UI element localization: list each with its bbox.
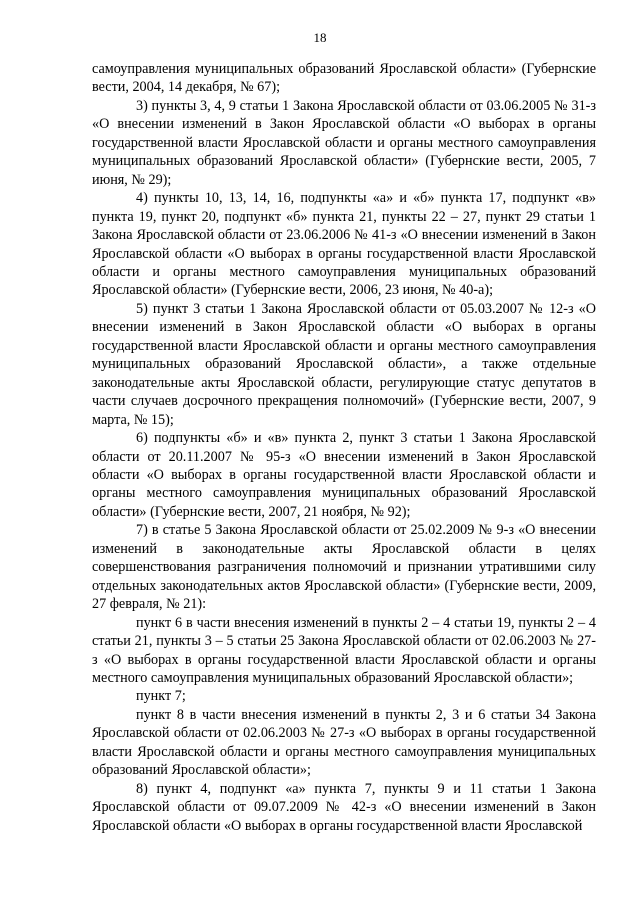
paragraph: 8) пункт 4, подпункт «а» пункта 7, пункты 9 и 11 статьи 1 Закона Ярославской области от 09.07.2009 № 42-з «О внесении изменений в Закон Ярославской области «О выборах в органы государственной власти Ярославской	[92, 780, 596, 834]
paragraph: 4) пункты 10, 13, 14, 16, подпункты «а» и «б» пункта 17, подпункт «в» пункта 19, пункт 20, подпункт «б» пункта 21, пункты 22 – 27, пункт 29 статьи 1 Закона Ярославской области от 23.06.2006 № 41-з «О внесении изменений в Закон Ярославской области «О выборах в органы государственной власти Ярославской области и органы местного самоуправления муниципальных образований Ярославской области» (Губернские вести, 2006, 23 июня, № 40-а);	[92, 190, 596, 299]
paragraph: пункт 7;	[136, 688, 186, 705]
paragraph: 3) пункты 3, 4, 9 статьи 1 Закона Ярославской области от 03.06.2005 № 31-з «О внесении изменений в Закон Ярославской области «О выборах в органы государственной власти Ярославской области и органы местного самоуправления муниципальных образований Ярославской области» (Губернские вести, 2005, 7 июня, № 29);	[92, 97, 596, 188]
paragraph: пункт 8 в части внесения изменений в пункты 2, 3 и 6 статьи 34 Закона Ярославской области от 02.06.2003 № 27-з «О выборах в органы государственной власти Ярославской области и органы местного самоуправления муниципальных образований Ярославской области»;	[92, 706, 596, 779]
document-body	[92, 60, 596, 835]
paragraph: самоуправления муниципальных образований Ярославской области» (Губернские вести, 2004, 14 декабря, № 67);	[92, 61, 596, 96]
paragraph: пункт 6 в части внесения изменений в пункты 2 – 4 статьи 19, пункты 2 – 4 статьи 21, пункты 3 – 5 статьи 25 Закона Ярославской области от 02.06.2003 № 27-з «О выборах в органы государственной власти Ярославской области и органы местного самоуправления муниципальных образований Ярославской области»;	[92, 614, 596, 686]
paragraph: 7) в статье 5 Закона Ярославской области от 25.02.2009 № 9-з «О внесении изменений в законодательные акты Ярославской области в целях совершенствования разграничения полномочий и признании утратившими силу отдельных законодательных актов Ярославской области» (Губернские вести, 2009, 27 февраля, № 21):	[92, 522, 596, 613]
paragraph: 6) подпункты «б» и «в» пункта 2, пункт 3 статьи 1 Закона Ярославской области от 20.11.2007 № 95-з «О внесении изменений в Закон Ярославской области «О выборах в органы государственной власти Ярославской области и органы местного самоуправления муниципальных образований Ярославской области» (Губернские вести, 2007, 21 ноября, № 92);	[92, 430, 596, 520]
page-number: 18	[313, 30, 327, 45]
paragraph: 5) пункт 3 статьи 1 Закона Ярославской области от 05.03.2007 № 12-з «О внесении изменений в Закон Ярославской области «О выборах в органы государственной власти Ярославской области и органы местного самоуправления муниципальных образований Ярославской области», а также отдельные законодательные акты Ярославской области, регулирующие статус депутатов в части случаев досрочного прекращения полномочий» (Губернские вести, 2007, 9 марта, № 15);	[92, 300, 596, 428]
